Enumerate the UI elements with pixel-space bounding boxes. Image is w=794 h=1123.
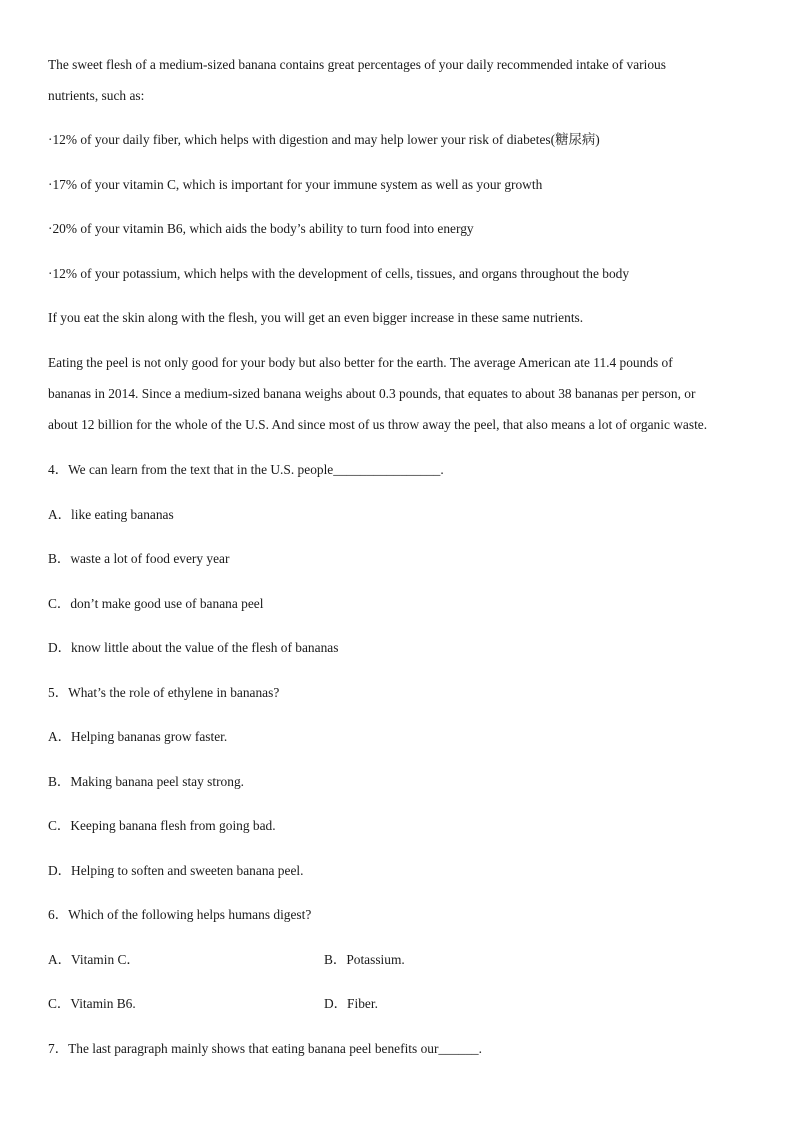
passage-intro-line-2: nutrients, such as: [48, 88, 145, 103]
passage-peel-line-2: bananas in 2014. Since a medium-sized banana weighs about 0.3 pounds, that equates to about 38 bananas per person, or [48, 386, 696, 401]
nutrient-bullet-vitamin-b6: ·20% of your vitamin B6, which aids the body’s ability to turn food into energy [48, 221, 474, 236]
nutrient-bullet-vitamin-c: ·17% of your vitamin C, which is important for your immune system as well as your growth [48, 177, 543, 192]
question-6-option-d: D．Fiber. [324, 996, 378, 1011]
question-4-option-b: B．waste a lot of food every year [48, 551, 230, 566]
question-5-option-c: C．Keeping banana flesh from going bad. [48, 818, 276, 833]
question-4-option-c: C．don’t make good use of banana peel [48, 596, 264, 611]
question-6-option-a: A．Vitamin C． [48, 952, 140, 967]
passage-skin-line: If you eat the skin along with the flesh, you will get an even bigger increase in these same nutrients. [48, 310, 584, 325]
question-6-stem: 6．Which of the following helps humans digest? [48, 907, 312, 922]
question-5-option-b: B．Making banana peel stay strong. [48, 774, 244, 789]
question-5-stem: 5．What’s the role of ethylene in bananas? [48, 685, 280, 700]
passage-intro-line-1: The sweet flesh of a medium-sized banana contains great percentages of your daily recommended intake of various [48, 57, 666, 72]
question-5-option-a: A．Helping bananas grow faster. [48, 729, 228, 744]
nutrient-bullet-potassium: ·12% of your potassium, which helps with the development of cells, tissues, and organs throughout the body [48, 266, 630, 281]
question-4-option-d: D．know little about the value of the flesh of bananas [48, 640, 339, 655]
question-6-option-b: B．Potassium. [324, 952, 405, 967]
question-4-stem: 4．We can learn from the text that in the U.S. people________________. [48, 462, 444, 477]
question-4-option-a: A．like eating bananas [48, 507, 174, 522]
question-5-option-d: D．Helping to soften and sweeten banana peel. [48, 863, 304, 878]
question-7-stem: 7．The last paragraph mainly shows that eating banana peel benefits our______. [48, 1041, 482, 1056]
passage-peel-line-3: about 12 billion for the whole of the U.S. And since most of us throw away the peel, that also means a lot of organic waste. [48, 417, 708, 432]
passage-peel-line-1: Eating the peel is not only good for your body but also better for the earth. The average American ate 11.4 pounds of [48, 355, 673, 370]
nutrient-bullet-fiber: ·12% of your daily fiber, which helps with digestion and may help lower your risk of diabetes(糖尿病) [48, 132, 600, 147]
question-6-option-c: C．Vitamin B6. [48, 996, 136, 1011]
